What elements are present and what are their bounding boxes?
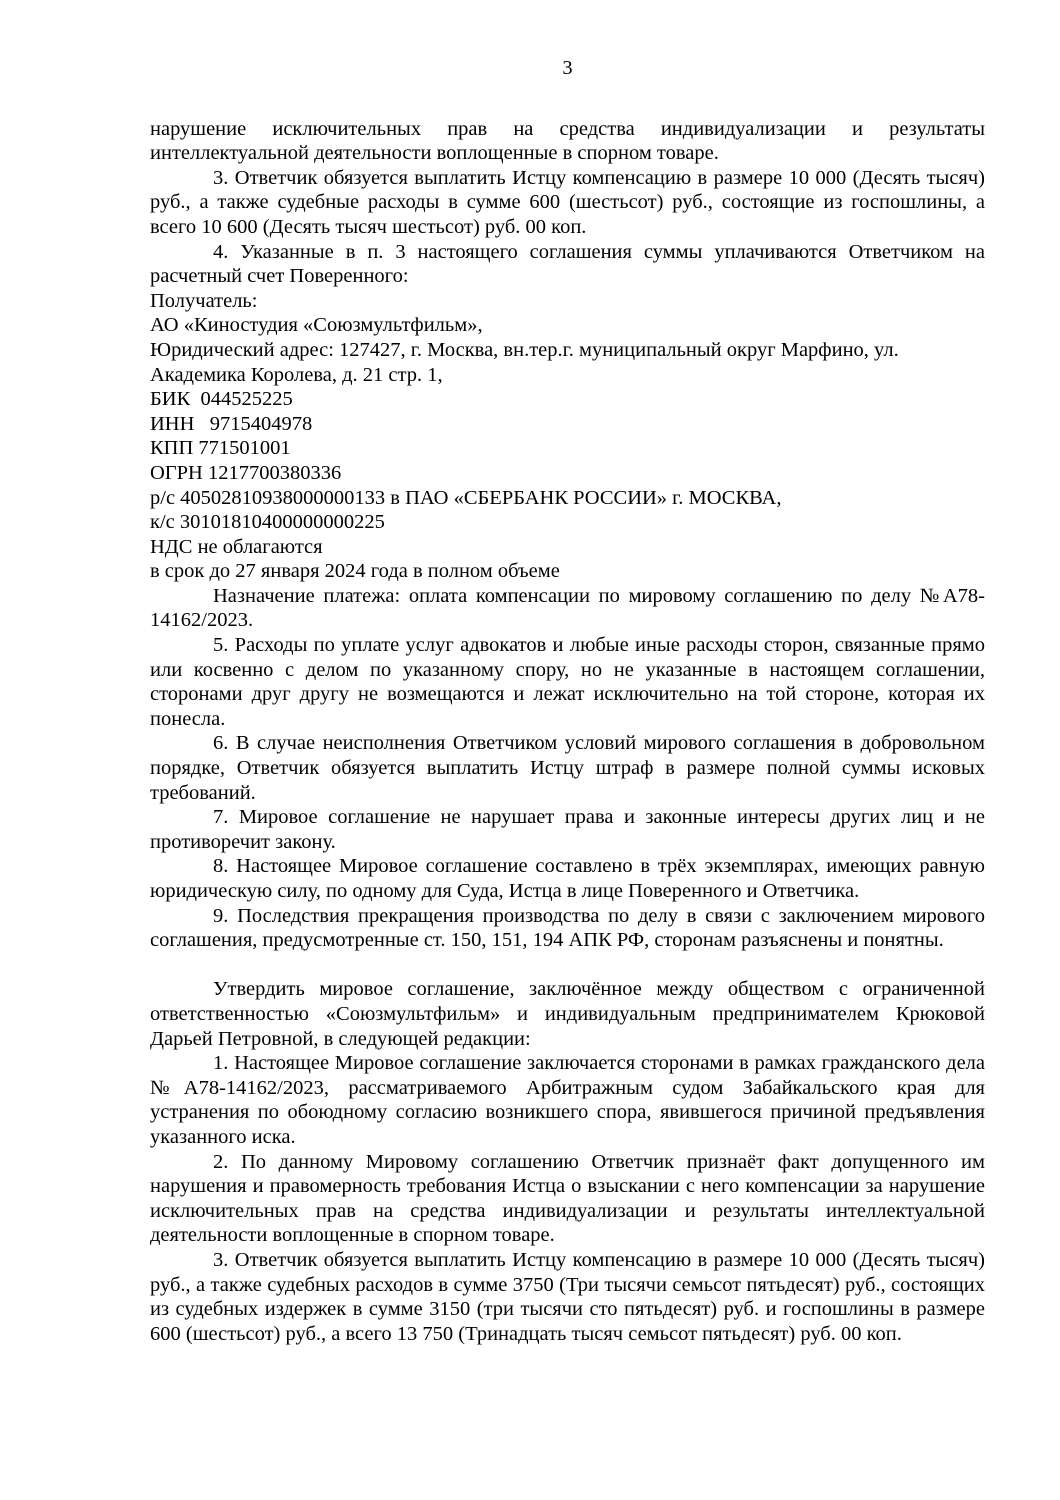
new-clause-1-framework: 1. Настоящее Мировое соглашение заключается сторонами в рамках гражданского дела №А78-14162/2023, рассматриваемого Арбитражным судом Забайкальского края для устранения по обоюдному согласию возникшего спора, явившегося причиной предъявления указанного иска. bbox=[150, 1052, 985, 1148]
approval-paragraph: Утвердить мировое соглашение, заключённое между обществом с ограниченной ответственностью «Союзмультфильм» и индивидуальным предпринимателем Крюковой Дарьей Петровной, в следующей редакции: bbox=[150, 978, 985, 1050]
clause-3-payment: 3. Ответчик обязуется выплатить Истцу компенсацию в размере 10 000 (Десять тысяч) руб., а также судебные расходы в сумме 600 (шестьсот) руб., состоящие из госпошлины, а всего 10 600 (Десять тысяч шестьсот) руб. 00 коп. bbox=[150, 166, 985, 238]
vat-line: НДС не облагаются bbox=[150, 535, 323, 558]
correspondent-account-line: к/с 30101810400000000225 bbox=[150, 511, 385, 534]
clause-7-legality: 7. Мировое соглашение не нарушает права и законные интересы других лиц и не противоречит закону. bbox=[150, 806, 985, 853]
payment-deadline-line: в срок до 27 января 2024 года в полном объеме bbox=[150, 560, 560, 583]
clause-9-consequences: 9. Последствия прекращения производства по делу в связи с заключением мирового соглашения, предусмотренные ст. 150, 151, 194 АПК РФ, сторонам разъяснены и понятны. bbox=[150, 904, 985, 952]
page-number: 3 bbox=[562, 57, 573, 79]
paragraph-continuation: нарушение исключительных прав на средства индивидуализации и результаты интеллектуальной деятельности воплощенные в спорном товаре. bbox=[150, 117, 985, 165]
inn-line: ИНН 9715404978 bbox=[150, 412, 313, 435]
payment-purpose-paragraph: Назначение платежа: оплата компенсации по мировому соглашению по делу №А78-14162/2023. bbox=[150, 584, 985, 632]
bik-line: БИК 044525225 bbox=[150, 388, 293, 411]
legal-address-line: Юридический адрес: 127427, г. Москва, вн.тер.г. муниципальный округ Марфино, ул. Академика Королева, д. 21 стр. 1, bbox=[150, 338, 904, 386]
new-clause-3-payment: 3. Ответчик обязуется выплатить Истцу компенсацию в размере 10 000 (Десять тысяч) руб., а также судебных расходов в сумме 3750 (Три тысячи семьсот пятьдесят) руб., состоящих из судебных издержек в сумме 3150 (три тысячи сто пятьдесят) руб. и госпошлины в размере 600 (шестьсот) руб., а всего 13 750 (Тринадцать тысяч семьсот пятьдесят) руб. 00 коп. bbox=[150, 1248, 985, 1345]
kpp-line: КПП 771501001 bbox=[150, 437, 291, 460]
clause-8-copies: 8. Настоящее Мировое соглашение составлено в трёх экземплярах, имеющих равную юридическую силу, по одному для Суда, Истца в лице Поверенного и Ответчика. bbox=[150, 855, 985, 902]
recipient-name: АО «Киностудия «Союзмультфильм», bbox=[150, 314, 483, 337]
clause-4-payment-account: 4. Указанные в п. 3 настоящего соглашения суммы уплачиваются Ответчиком на расчетный счет Поверенного: bbox=[150, 240, 985, 288]
clause-6-penalty: 6. В случае неисполнения Ответчиком условий мирового соглашения в добровольном порядке, Ответчик обязуется выплатить Истцу штраф в размере полной суммы исковых требований. bbox=[150, 732, 985, 804]
settlement-account-line: р/с 40502810938000000133 в ПАО «СБЕРБАНК РОССИИ» г. МОСКВА, bbox=[150, 486, 782, 509]
recipient-label: Получатель: bbox=[150, 289, 258, 312]
new-clause-2-admission: 2. По данному Мировому соглашению Ответчик признаёт факт допущенного им нарушения и правомерность требования Истца о взыскании с него компенсации за нарушение исключительных прав на средства индивидуализации и результаты интеллектуальной деятельности воплощенные в спорном товаре. bbox=[150, 1150, 985, 1247]
clause-5-expenses: 5. Расходы по уплате услуг адвокатов и любые иные расходы сторон, связанные прямо или косвенно с делом по указанному спору, но не указанные в настоящем соглашении, сторонами друг другу не возмещаются и лежат исключительно на той стороне, которая их понесла. bbox=[150, 634, 985, 730]
ogrn-line: ОГРН 1217700380336 bbox=[150, 461, 342, 484]
blank-line bbox=[150, 953, 985, 978]
